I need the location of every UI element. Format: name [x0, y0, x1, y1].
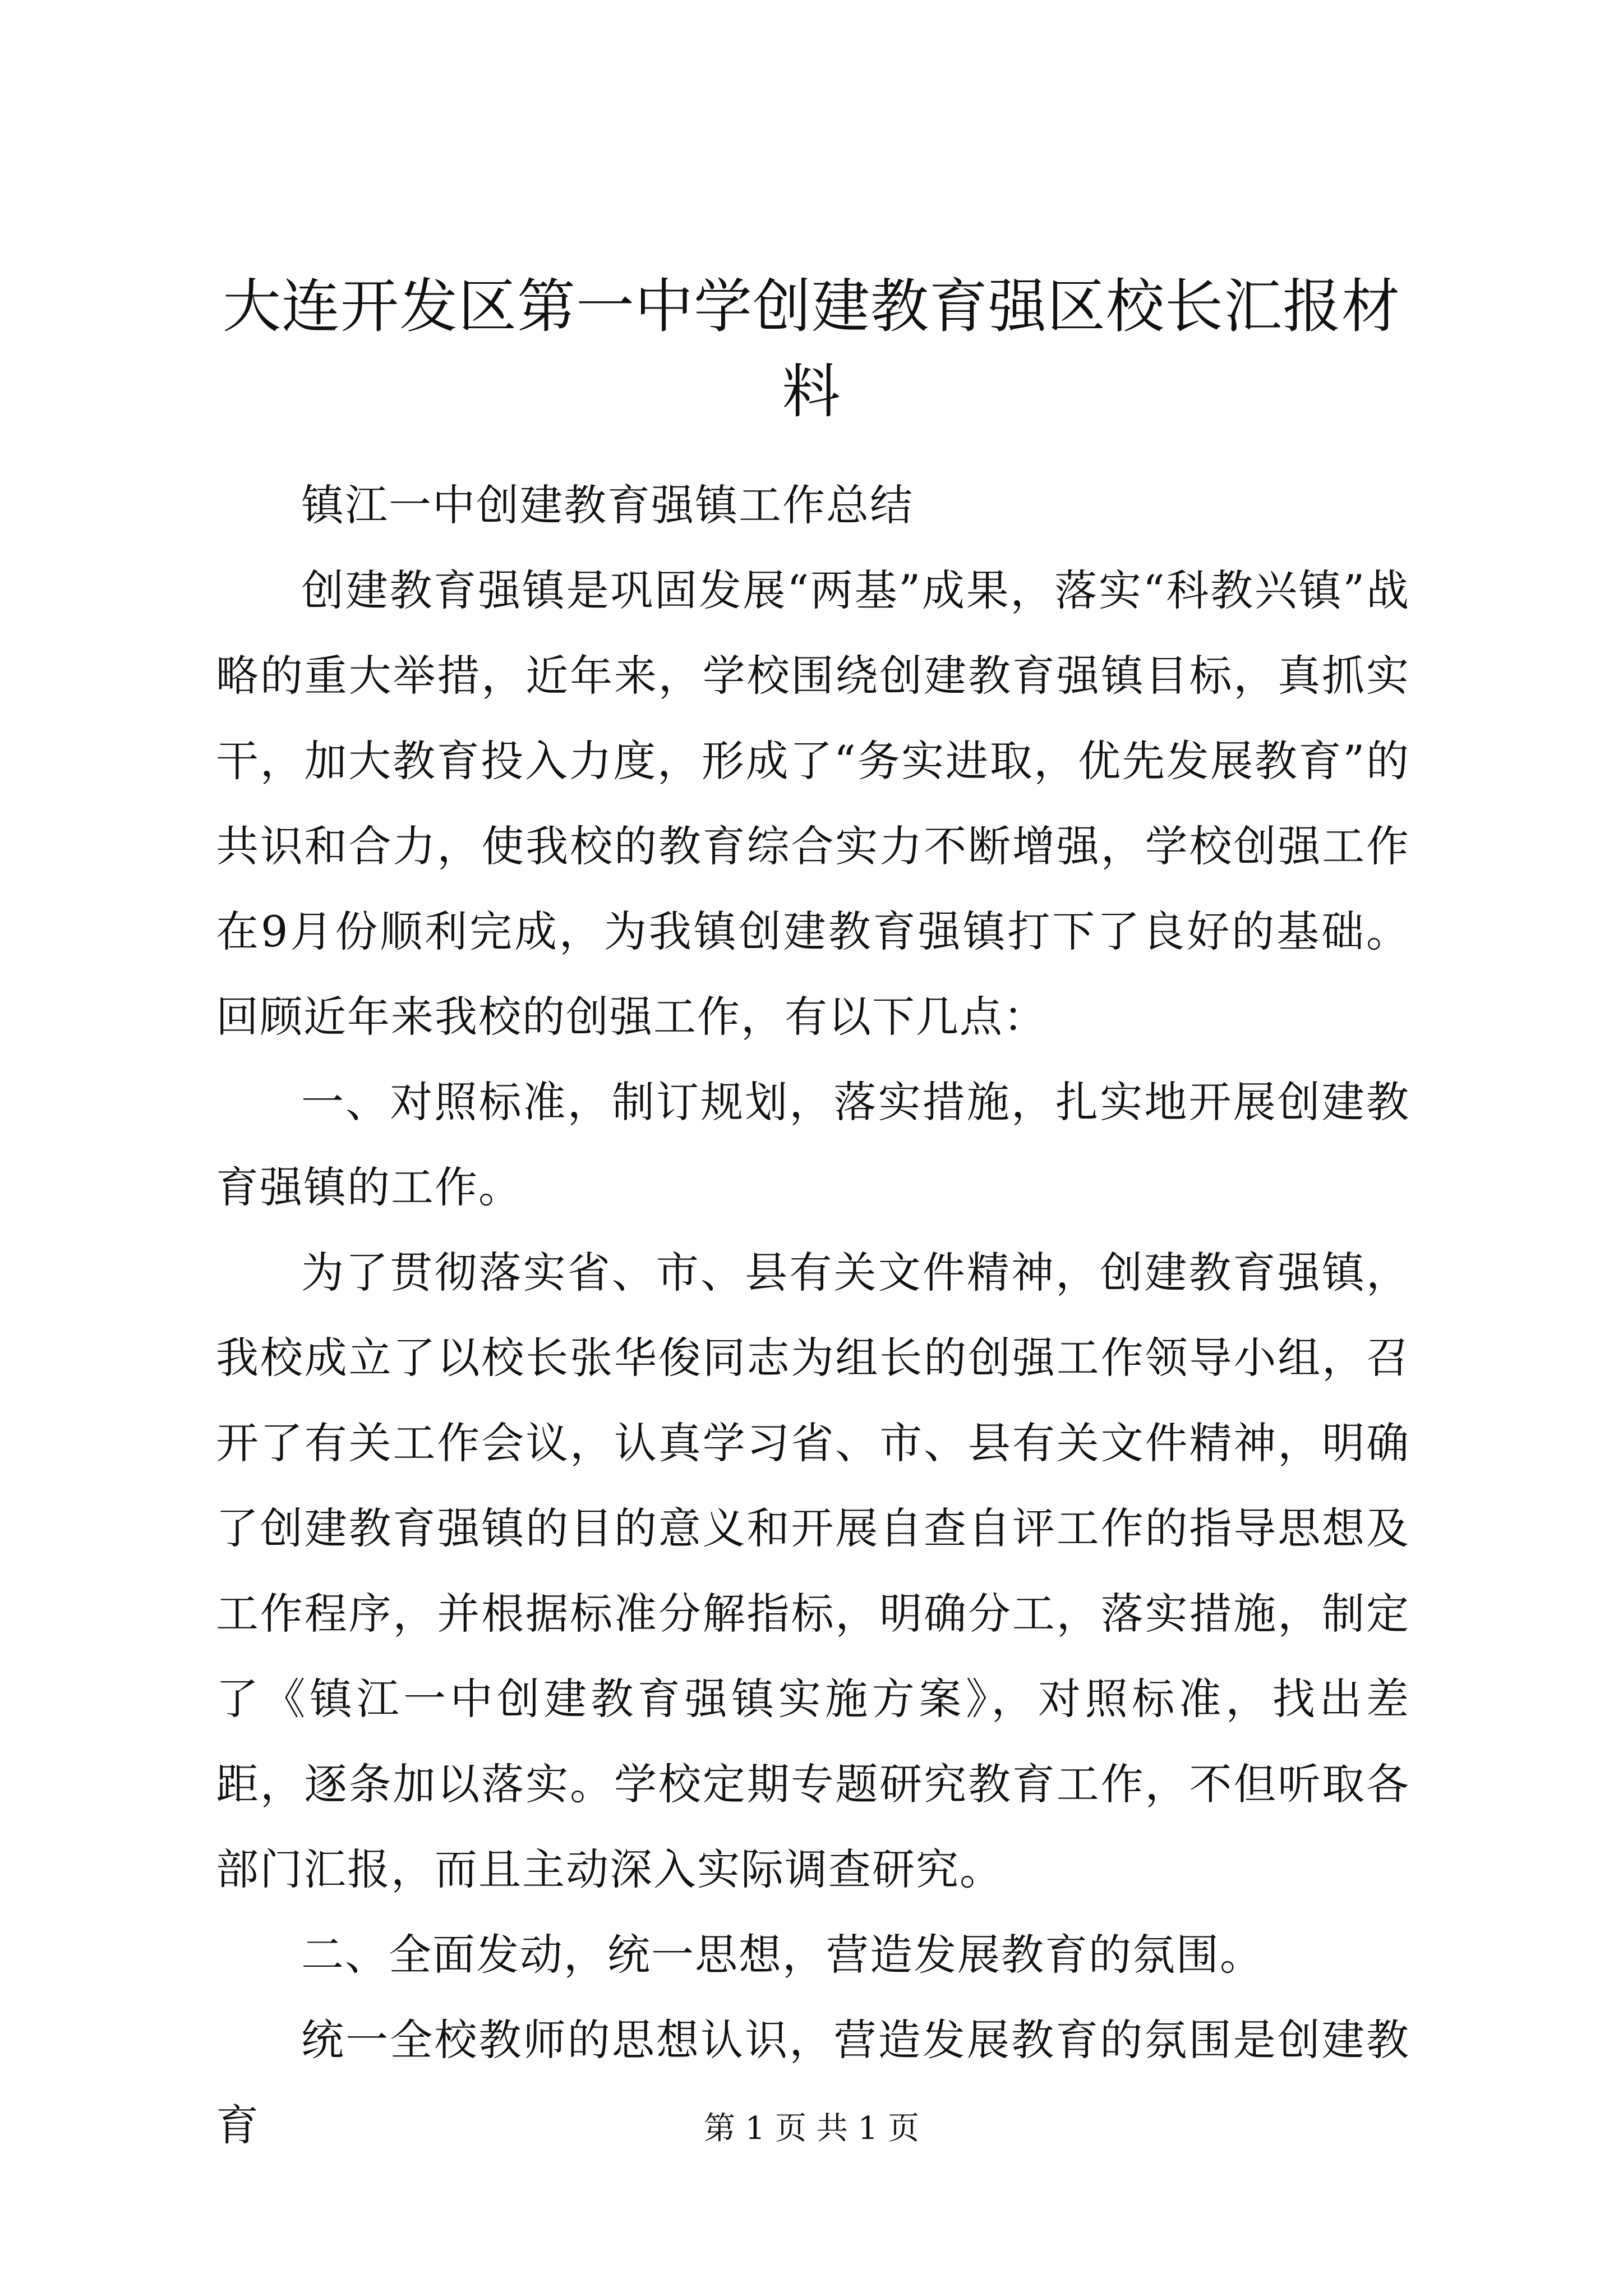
paragraph-section-one-body: 为了贯彻落实省、市、县有关文件精神，创建教育强镇，我校成立了以校长张华俊同志为组长的创强工作领导小组，召开了有关工作会议，认真学习省、市、县有关文件精神，明确了创建教育强镇的目的意义和开展自查自评工作的指导思想及工作程序，并根据标准分解指标，明确分工，落实措施，制定了《镇江一中创建教育强镇实施方案》，对照标准，找出差距，逐条加以落实。学校定期专题研究教育工作，不但听取各部门汇报，而且主动深入实际调查研究。 [216, 1248, 1410, 1894]
paragraph-section-two-heading: 二、全面发动，统一思想，营造发展教育的氛围。 [301, 1930, 1264, 1980]
paragraph-subtitle: 镇江一中创建教育强镇工作总结 [301, 480, 914, 530]
page-footer: 第 1 页 共 1 页 [703, 2110, 920, 2147]
paragraph-section-two-body: 统一全校教师的思想认识，营造发展教育的氛围是创建教育 [216, 2015, 1410, 2150]
paragraph-section-one-heading: 一、对照标准，制订规划，落实措施，扎实地开展创建教育强镇的工作。 [216, 1077, 1410, 1212]
document-title: 大连开发区第一中学创建教育强区校长汇报材料 [222, 272, 1400, 426]
paragraph-intro: 创建教育强镇是巩固发展“两基”成果，落实“科教兴镇”战略的重大举措，近年来，学校围绕创建教育强镇目标，真抓实干，加大教育投入力度，形成了“务实进取，优先发展教育”的共识和合力，使我校的教育综合实力不断增强，学校创强工作在9月份顺利完成，为我镇创建教育强镇打下了良好的基础。回顾近年来我校的创强工作，有以下几点： [216, 565, 1410, 1042]
document-body [216, 463, 1410, 2168]
